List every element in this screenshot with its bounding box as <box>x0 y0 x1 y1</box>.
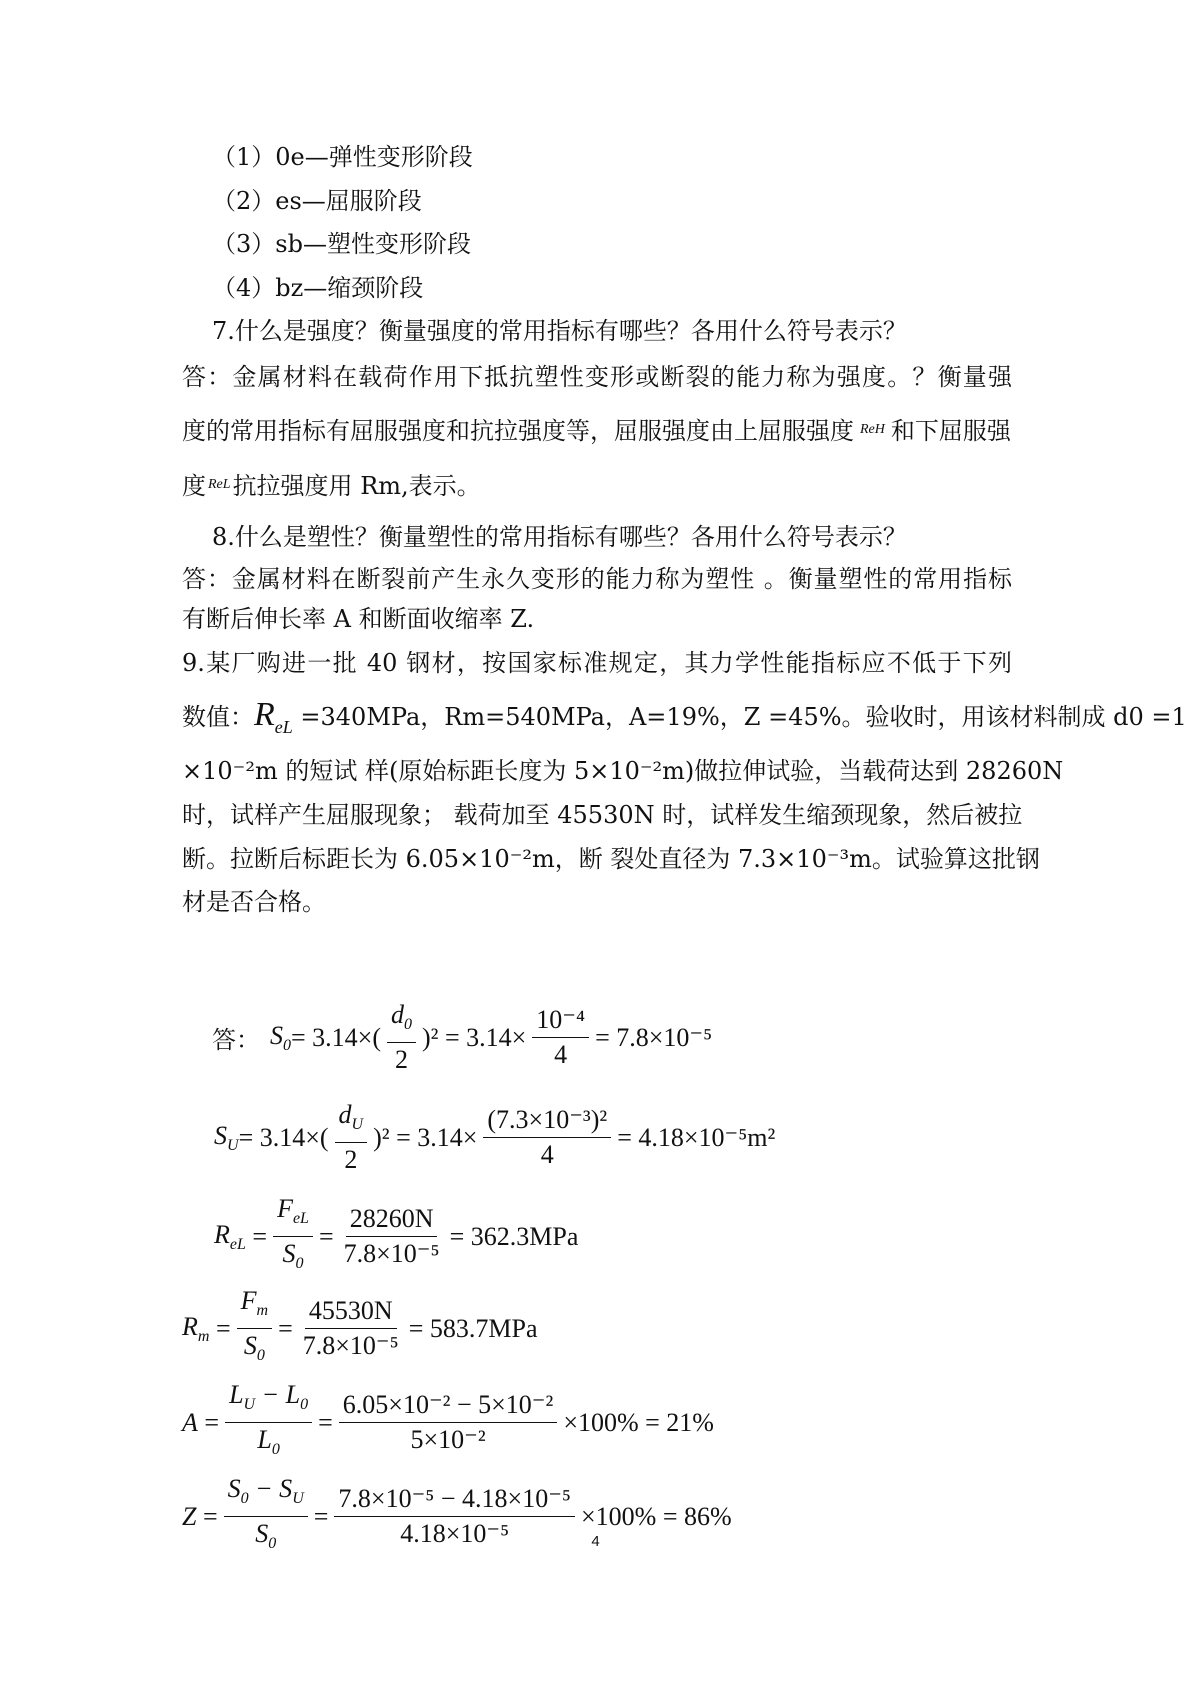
rel-lhs <box>214 1220 246 1254</box>
rel-f1-den: S <box>282 1239 296 1269</box>
answer-7-line-2-end: 和下屈服强 <box>890 417 1011 445</box>
answer-7-line-2-text: 度的常用指标有屈服强度和抗拉强度等，屈服强度由上屈服强度 <box>182 417 854 445</box>
equation-su <box>214 1100 775 1175</box>
z-f1-num: S <box>227 1474 241 1503</box>
rm-f1-den: S <box>243 1331 257 1361</box>
s0-fraction-1 <box>387 1000 416 1075</box>
su-fraction-1 <box>335 1100 368 1175</box>
rm-f1-den-sub: 0 <box>256 1347 265 1365</box>
s0-lhs <box>270 1021 291 1055</box>
rel-f2-den: 7.8×10⁻⁵ <box>343 1239 440 1269</box>
reh-symbol: ReH <box>860 422 885 437</box>
rel-symbol: ReL <box>208 477 231 492</box>
equation-s0 <box>212 1000 712 1075</box>
a-f1-num-post: − L <box>255 1380 301 1409</box>
rel-result: = 362.3MPa <box>449 1221 579 1251</box>
a-f1-num-sub: U <box>243 1396 256 1414</box>
s0-fraction-2 <box>532 1005 589 1070</box>
z-f1-den: S <box>255 1519 269 1549</box>
z-lhs: Z <box>182 1501 197 1531</box>
answer-7-line-3-start: 度 <box>182 472 206 500</box>
a-f2-num: 6.05×10⁻² − 5×10⁻² <box>339 1390 558 1423</box>
rm-f2-den: 7.8×10⁻⁵ <box>302 1331 399 1361</box>
s0-part-1: = 3.14×( <box>291 1022 381 1052</box>
page-number: 4 <box>591 1533 600 1550</box>
question-8: 8.什么是塑性？衡量塑性的常用指标有哪些？各用什么符号表示？ <box>212 523 907 551</box>
rel-f2-num: 28260N <box>346 1204 438 1237</box>
su-fraction-2 <box>483 1105 611 1170</box>
stage-item-3: （3）sb—塑性变形阶段 <box>212 230 471 258</box>
question-9-line-2-start: 数值： <box>182 703 254 731</box>
a-fraction-2 <box>339 1390 558 1455</box>
a-f1-den-sub: 0 <box>271 1441 280 1459</box>
question-9-line-4: 时，试样产生屈服现象； 载荷加至 45530N 时，试样发生缩颈现象，然后被拉 <box>182 801 1023 829</box>
question-9-line-1: 9.某厂购进一批 40 钢材，按国家标准规定，其力学性能指标应不低于下列 <box>182 649 1012 677</box>
question-9-line-5: 断。拉断后标距长为 6.05×10⁻²m，断 裂处直径为 7.3×10⁻³m。试验算这批钢 <box>182 845 1040 873</box>
su-lhs-letter: S <box>214 1120 227 1150</box>
answer-label: 答： <box>212 1026 260 1055</box>
rel-symbol-subscript: eL <box>274 716 293 737</box>
rm-f1-num-sub: m <box>256 1302 269 1320</box>
rm-fraction-1 <box>237 1286 272 1371</box>
a-f1-den: L <box>257 1425 272 1455</box>
answer-7-line-3-end: 抗拉强度用 Rm,表示。 <box>232 472 481 500</box>
rm-result: = 583.7MPa <box>408 1313 538 1343</box>
rm-lhs-sub: m <box>197 1327 210 1345</box>
equation-rel: $R_{eL}$ = $\frac{F_{eL}}{S_0}$ = $\frac{28260N}{\text{7.8×10⁻⁵}}$ = 362.3MPa <box>214 1194 578 1279</box>
z-f1-num-post: − S <box>248 1474 293 1503</box>
a-f1-num-sub2: 0 <box>300 1396 309 1414</box>
rel-lhs-sub: eL <box>229 1235 246 1253</box>
rel-fraction-2 <box>340 1204 444 1269</box>
answer-7-line-1: 答：金属材料在载荷作用下抵抗塑性变形或断裂的能力称为强度。？衡量强 <box>182 363 1012 391</box>
s0-lhs-letter: S <box>270 1020 283 1050</box>
a-result: ×100% = 21% <box>563 1407 714 1437</box>
su-frac1-num: d <box>338 1100 352 1129</box>
a-f2-den: 5×10⁻² <box>410 1425 486 1455</box>
a-lhs: A <box>182 1407 198 1437</box>
z-result: ×100% = 86% <box>581 1501 732 1531</box>
rel-f1-num-sub: eL <box>292 1210 309 1228</box>
su-frac1-num-sub: U <box>351 1116 364 1134</box>
a-f1-num: L <box>229 1380 244 1409</box>
rel-lhs-letter: R <box>214 1219 230 1249</box>
s0-part-2: )² = 3.14× <box>421 1022 527 1052</box>
s0-frac2-den: 4 <box>554 1040 568 1070</box>
equation-z: Z = $\frac{S_0 - S_U}{S_0}$ = $\frac{\text{7.8×10⁻⁵ − 4.18×10⁻⁵}}{\text{4.18×10⁻⁵}}$ ×100% = 86% <box>182 1474 732 1559</box>
z-f1-den-sub: 0 <box>268 1535 277 1553</box>
su-part-1: = 3.14×( <box>238 1122 329 1152</box>
rm-lhs <box>182 1312 209 1346</box>
rel-f1-num: F <box>277 1194 293 1223</box>
stage-item-4: （4）bz—缩颈阶段 <box>212 274 424 302</box>
rel-f1-den-sub: 0 <box>295 1255 304 1273</box>
su-part-2: )² = 3.14× <box>373 1122 478 1152</box>
su-frac2-num: (7.3×10⁻³)² <box>483 1105 611 1138</box>
rm-f1-num: F <box>240 1286 257 1315</box>
su-result: = 4.18×10⁻⁵m² <box>617 1122 776 1152</box>
rm-lhs-letter: R <box>182 1311 198 1341</box>
s0-frac1-den: 2 <box>394 1045 408 1075</box>
z-f2-den: 4.18×10⁻⁵ <box>400 1519 510 1549</box>
stage-item-2: （2）es—屈服阶段 <box>212 187 422 215</box>
a-fraction-1 <box>225 1380 312 1465</box>
answer-7-line-3 <box>182 470 481 501</box>
z-f1-num-sub2: U <box>292 1490 304 1508</box>
rm-f2-num: 45530N <box>305 1296 397 1329</box>
question-9-line-6: 材是否合格。 <box>182 888 326 916</box>
rel-symbol-large <box>254 696 293 737</box>
question-9-line-2-end: =340MPa，Rm=540MPa，A=19%，Z =45%。验收时，用该材料制成 d0 =1 <box>292 703 1187 731</box>
su-lhs-sub: U <box>227 1136 239 1154</box>
question-9-line-2 <box>182 696 1187 742</box>
answer-8-line-1: 答：金属材料在断裂前产生永久变形的能力称为塑性 。衡量塑性的常用指标 <box>182 565 1012 593</box>
su-lhs <box>214 1121 239 1155</box>
s0-frac1-num-sub: 0 <box>403 1016 412 1034</box>
s0-result: = 7.8×10⁻⁵ <box>595 1022 713 1052</box>
equation-a: A = $\frac{L_U - L_0}{L_0}$ = $\frac{\text{6.05×10⁻² − 5×10⁻²}}{\text{5×10⁻²}}$ ×100% = 21% <box>182 1380 714 1465</box>
question-7: 7.什么是强度？衡量强度的常用指标有哪些？各用什么符号表示？ <box>212 317 907 345</box>
su-frac1-den: 2 <box>344 1145 358 1175</box>
s0-lhs-sub: 0 <box>283 1036 291 1054</box>
equation-rm: $R_m$ = $\frac{F_m}{S_0}$ = $\frac{45530N}{\text{7.8×10⁻⁵}}$ = 583.7MPa <box>182 1286 537 1371</box>
rel-symbol-letter: R <box>254 696 275 733</box>
su-frac2-den: 4 <box>540 1140 554 1170</box>
rel-fraction-1 <box>273 1194 313 1279</box>
z-f1-num-sub: 0 <box>240 1490 249 1508</box>
rm-fraction-2 <box>299 1296 403 1361</box>
answer-7-line-2 <box>182 415 1011 446</box>
question-9-line-3: ×10⁻²m 的短试 样(原始标距长度为 5×10⁻²m)做拉伸试验，当载荷达到 28260N <box>182 757 1064 785</box>
s0-frac1-num: d <box>390 1000 404 1029</box>
answer-8-line-2: 有断后伸长率 A 和断面收缩率 Z. <box>182 605 535 633</box>
stage-item-1: （1）0e—弹性变形阶段 <box>212 143 473 171</box>
s0-frac2-num: 10⁻⁴ <box>532 1005 589 1038</box>
z-f2-num: 7.8×10⁻⁵ − 4.18×10⁻⁵ <box>334 1484 575 1517</box>
